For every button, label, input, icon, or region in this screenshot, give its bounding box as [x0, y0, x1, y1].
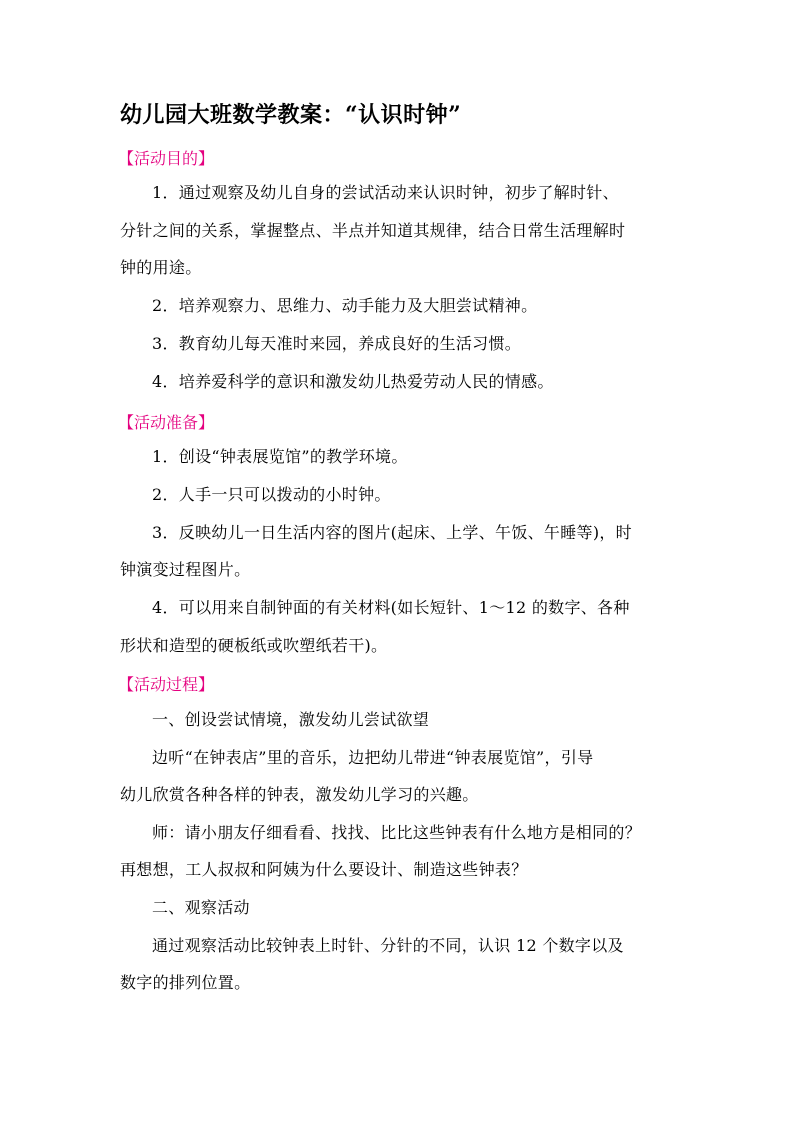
process-item-5-continued: [120, 964, 680, 1001]
prep-item-4-line-2: 形状和造型的硬板纸或吹塑纸若干)。: [120, 636, 388, 655]
prep-item-3-continued: [120, 551, 680, 588]
section-heading-goals-text: 【活动目的】: [118, 149, 215, 168]
goal-item-3: [120, 325, 680, 362]
prep-item-2: [120, 476, 680, 513]
process-item-2-line-2: 幼儿欣赏各种各样的钟表，激发幼儿学习的兴趣。: [120, 785, 479, 804]
prep-item-4-line-1: 4．可以用来自制钟面的有关材料(如长短针、1～12 的数字、各种: [152, 598, 630, 617]
process-item-5-line-1: 通过观察活动比较钟表上时针、分针的不同，认识 12 个数字以及: [152, 936, 624, 955]
prep-item-1-line-1: 1．创设“钟表展览馆”的教学环境。: [152, 447, 408, 466]
prep-item-2-line-1: 2．人手一只可以拨动的小时钟。: [152, 485, 391, 504]
process-item-4: [120, 889, 680, 926]
section-heading-process-text: 【活动过程】: [118, 675, 215, 694]
process-item-3-continued: [120, 851, 680, 888]
process-item-2: [120, 739, 680, 776]
prep-item-4: [120, 589, 680, 626]
goal-item-3-line-1: 3．教育幼儿每天准时来园，养成良好的生活习惯。: [152, 334, 522, 353]
goal-item-1-line-1: 1．通过观察及幼儿自身的尝试活动来认识时钟，初步了解时针、: [152, 183, 619, 202]
process-item-4-line-1: 二、观察活动: [152, 898, 250, 917]
goal-item-4-line-1: 4．培养爱科学的意识和激发幼儿热爱劳动人民的情感。: [152, 372, 554, 391]
goal-item-1-line-2: 分针之间的关系，掌握整点、半点并知道其规律，结合日常生活理解时: [120, 221, 626, 240]
prep-item-3-line-1: 3．反映幼儿一日生活内容的图片(起床、上学、午饭、午睡等)，时: [152, 523, 632, 542]
prep-item-4-continued: [120, 627, 680, 664]
section-heading-process: [118, 672, 214, 695]
prep-item-3: [120, 514, 680, 551]
goal-item-1-continued: [120, 212, 680, 286]
goal-item-1-line-3: 钟的用途。: [120, 258, 202, 277]
process-item-2-continued: [120, 776, 680, 813]
prep-item-3-line-2: 钟演变过程图片。: [120, 560, 251, 579]
section-heading-goals: [118, 146, 214, 169]
goal-item-1: [120, 174, 680, 211]
process-item-3: [120, 814, 680, 851]
process-item-2-line-1: 边听“在钟表店”里的音乐，边把幼儿带进“钟表展览馆”，引导: [152, 748, 594, 767]
section-heading-preparation: [118, 410, 214, 433]
goal-item-2: [120, 287, 680, 324]
process-item-1-line-1: 一、创设尝试情境，激发幼儿尝试欲望: [152, 710, 430, 729]
process-item-3-line-1: 师：请小朋友仔细看看、找找、比比这些钟表有什么地方是相同的？: [152, 823, 642, 842]
prep-item-1: [120, 438, 680, 475]
process-item-5-line-2: 数字的排列位置。: [120, 973, 251, 992]
section-heading-preparation-text: 【活动准备】: [118, 413, 215, 432]
process-item-1: [120, 701, 680, 738]
process-item-5: [120, 927, 680, 964]
document-title: 幼儿园大班数学教案：“认识时钟”: [120, 102, 462, 128]
goal-item-2-line-1: 2．培养观察力、思维力、动手能力及大胆尝试精神。: [152, 296, 538, 315]
process-item-3-line-2: 再想想，工人叔叔和阿姨为什么要设计、制造这些钟表？: [120, 860, 528, 879]
goal-item-4: [120, 363, 680, 400]
